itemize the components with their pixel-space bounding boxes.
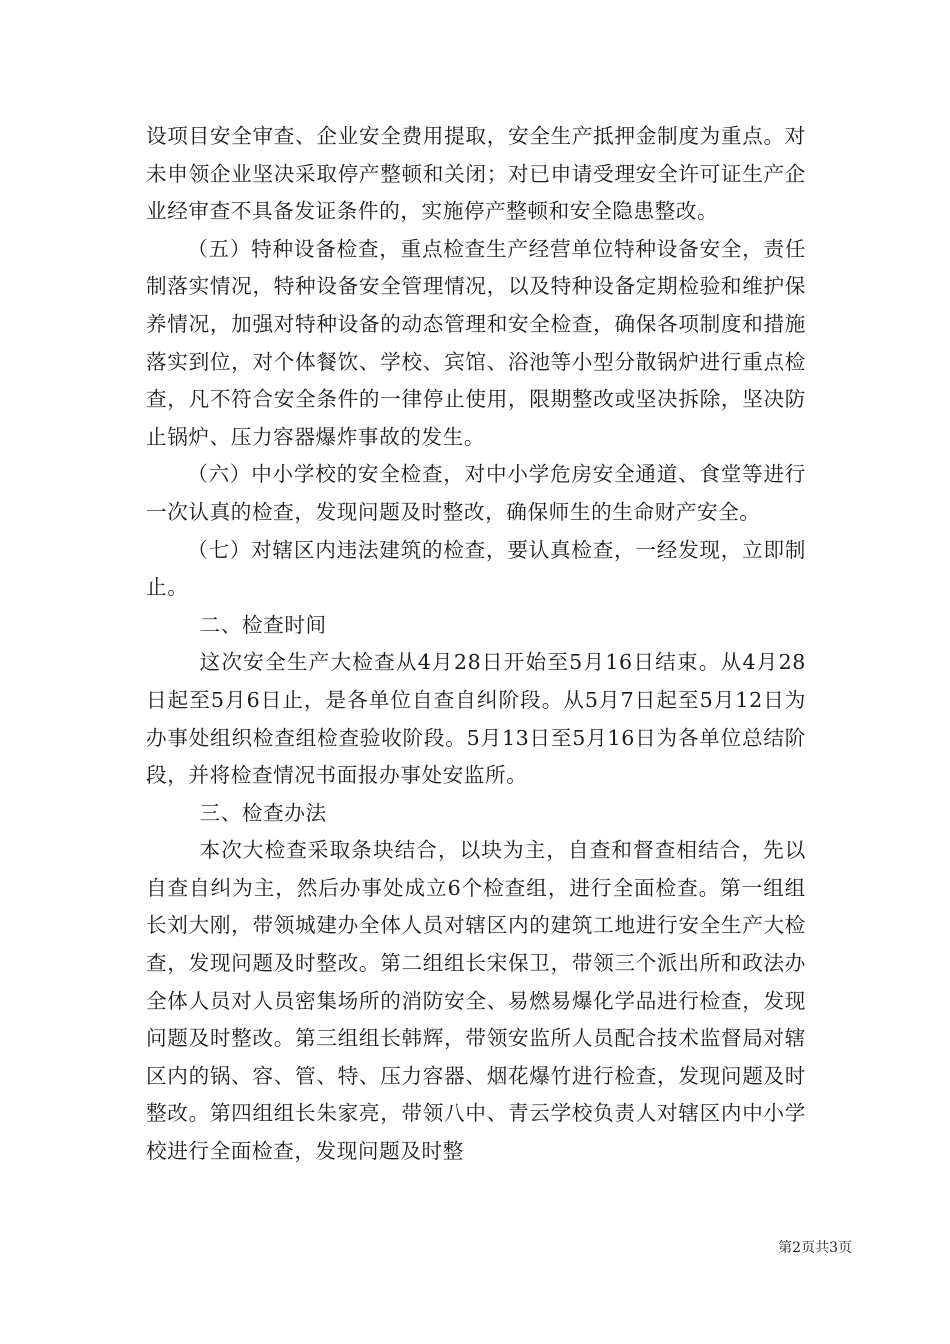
- paragraph-inspection-time: 这次安全生产大检查从4月28日开始至5月16日结束。从4月28日起至5月6日止，是各单位自查自纠阶段。从5月7日起至5月12日为办事处组织检查组检查验收阶段。5月13日至5月16日为各单位总结阶段，并将检查情况书面报办事处安监所。: [146, 650, 806, 788]
- paragraph-illegal-buildings: （七）对辖区内违法建筑的检查，要认真检查，一经发现，立即制止。: [146, 537, 806, 600]
- paragraph-inspection-method: 本次大检查采取条块结合，以块为主，自查和督查相结合，先以自查自纠为主，然后办事处成立6个检查组，进行全面检查。第一组组长刘大刚，带领城建办全体人员对辖区内的建筑工地进行安全生产大检查，发现问题及时整改。第二组组长宋保卫，带领三个派出所和政法办全体人员对人员密集场所的消防安全、易燃易爆化学品进行检查，发现问题及时整改。第三组组长韩辉，带领安监所人员配合技术监督局对辖区内的锅、容、管、特、压力容器、烟花爆竹进行检查，发现问题及时整改。第四组组长朱家亮，带领八中、青云学校负责人对辖区内中小学校进行全面检查，发现问题及时整: [146, 838, 806, 1164]
- paragraph-school-safety: （六）中小学校的安全检查，对中小学危房安全通道、食堂等进行一次认真的检查，发现问题及时整改，确保师生的生命财产安全。: [146, 462, 806, 524]
- paragraph-special-equipment: （五）特种设备检查，重点检查生产经营单位特种设备安全，责任制落实情况，特种设备安全管理情况，以及特种设备定期检验和维护保养情况，加强对特种设备的动态管理和安全检查，确保各项制度和措施落实到位，对个体餐饮、学校、宾馆、浴池等小型分散锅炉进行重点检查，凡不符合安全条件的一律停止使用，限期整改或坚决拆除，坚决防止锅炉、压力容器爆炸事故的发生。: [146, 236, 806, 449]
- document-body: [146, 118, 806, 1171]
- paragraph-continued: 设项目安全审查、企业安全费用提取，安全生产抵押金制度为重点。对未申领企业坚决采取停产整顿和关闭；对已申请受理安全许可证生产企业经审查不具备发证条件的，实施停产整顿和安全隐患整改。: [146, 124, 806, 224]
- section-heading-inspection-time: 二、检查时间: [199, 612, 327, 637]
- page-number: 第2页共3页: [778, 1240, 852, 1256]
- section-heading-inspection-method: 三、检查办法: [199, 800, 327, 825]
